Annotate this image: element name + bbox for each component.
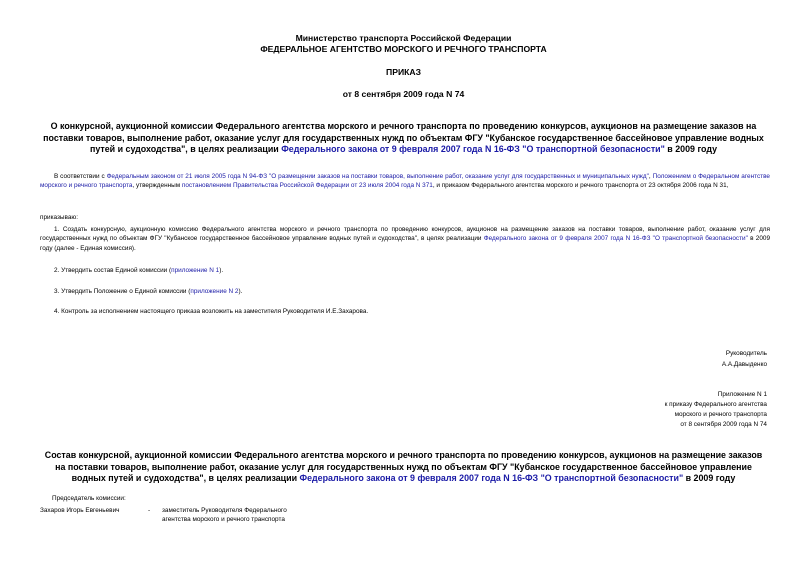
item-2-tail: ). bbox=[219, 267, 224, 274]
item-3-tail: ). bbox=[238, 288, 243, 295]
composition-title bbox=[40, 450, 767, 485]
item-1 bbox=[40, 225, 770, 253]
appendix-1-link[interactable]: приложение N 1 bbox=[171, 267, 220, 274]
order-title-tail: в 2009 году bbox=[664, 144, 718, 154]
order-title bbox=[40, 121, 767, 156]
federal-law-94-link[interactable]: Федеральным законом от 21 июля 2005 года N 94-ФЗ "О размещении заказов на поставки товаров, выполнение работ, оказание услуг для государственных и муниципальных нужд" bbox=[106, 173, 649, 180]
item-1-law-link[interactable]: Федерального закона от 9 февраля 2007 года N 16-ФЗ "О транспортной безопасности" bbox=[483, 235, 748, 243]
agency-line: ФЕДЕРАЛЬНОЕ АГЕНТСТВО МОРСКОГО И РЕЧНОГО ТРАНСПОРТА bbox=[260, 44, 547, 54]
signature-position: Руководитель bbox=[725, 350, 767, 357]
agency-regulation-link[interactable]: Положением о Федеральном агентстве морского и речного транспорта bbox=[40, 173, 770, 190]
item-2-text: 2. Утвердить состав Единой комиссии ( bbox=[54, 267, 172, 274]
composition-title-text: Состав конкурсной, аукционной комиссии Федерального агентства морского и речного транспорта по проведению конкурсов, аукционов на размещение заказов на поставки товаров, выполнение работ, оказание услуг для государственных нужд по объектам ФГУ "Кубанское государственное бассейновое управление водных путей и судоходства", в целях реализации bbox=[44, 450, 763, 483]
government-decree-link[interactable]: постановлением Правительства Российской Федерации от 23 июля 2004 года N 371 bbox=[181, 182, 433, 190]
appendix-line-1: Приложение N 1 bbox=[717, 391, 767, 398]
appendix-line-2: к приказу Федерального агентства bbox=[664, 401, 767, 408]
item-1-text: 1. Создать конкурсную, аукционную комиссию Федерального агентства морского и речного транспорта по проведению конкурсов, аукционов на размещение заказов на поставки товаров, выполнение работ, оказание услуг для государственных нужд по объектам ФГУ "Кубанское государственное бассейновое управление водных путей и судоходства", в целях реализации bbox=[40, 226, 770, 243]
composition-title-tail: в 2009 году bbox=[683, 473, 736, 483]
appendix-line-3: морского и речного транспорта bbox=[674, 411, 767, 418]
composition-law-link[interactable]: Федерального закона от 9 февраля 2007 года N 16-ФЗ "О транспортной безопасности" bbox=[299, 473, 684, 483]
doc-type: ПРИКАЗ bbox=[386, 67, 421, 77]
transport-security-law-link[interactable]: Федерального закона от 9 февраля 2007 года N 16-ФЗ "О транспортной безопасности" bbox=[281, 144, 665, 154]
appendix-line-4: от 8 сентября 2009 года N 74 bbox=[680, 421, 767, 428]
item-4: 4. Контроль за исполнением настоящего приказа возложить на заместителя Руководителя И.Е.Захарова. bbox=[54, 308, 369, 315]
order-word: приказываю: bbox=[40, 214, 78, 221]
item-1-tail: в 2009 году (далее - Единая комиссия). bbox=[40, 235, 770, 252]
chair-name: Захаров Игорь Евгеньевич bbox=[40, 507, 120, 514]
preamble-text-3: , утвержденным bbox=[132, 182, 182, 190]
signature-name: А.А.Давыденко bbox=[721, 361, 767, 368]
chair-dash: - bbox=[148, 507, 151, 514]
preamble-text-2: , bbox=[648, 173, 653, 180]
item-3-text: 3. Утвердить Положение о Единой комиссии ( bbox=[54, 288, 191, 295]
item-3 bbox=[40, 287, 770, 296]
chair-label: Председатель комиссии: bbox=[52, 495, 126, 502]
chair-role-line-2: агентства морского и речного транспорта bbox=[162, 516, 285, 523]
ministry-line: Министерство транспорта Российской Федерации bbox=[295, 33, 512, 43]
preamble-text-1: В соответствии с bbox=[54, 173, 107, 180]
order-title-text: О конкурсной, аукционной комиссии Федерального агентства морского и речного транспорта по проведению конкурсов, аукционов на размещение заказов на поставки товаров, выполнение работ, оказание услуг для государственных нужд по объектам ФГУ "Кубанское государственное бассейновое управление водных путей и судоходства", в целях реализации bbox=[43, 121, 764, 154]
appendix-2-link[interactable]: приложение N 2 bbox=[190, 288, 239, 295]
preamble-text-4: , и приказом Федерального агентства морского и речного транспорта от 23 октября 2006 года N 31, bbox=[432, 182, 729, 190]
chair-role-line-1: заместитель Руководителя Федерального bbox=[162, 507, 287, 514]
preamble bbox=[40, 172, 770, 191]
item-2 bbox=[40, 266, 770, 275]
doc-date-number: от 8 сентября 2009 года N 74 bbox=[342, 89, 465, 99]
